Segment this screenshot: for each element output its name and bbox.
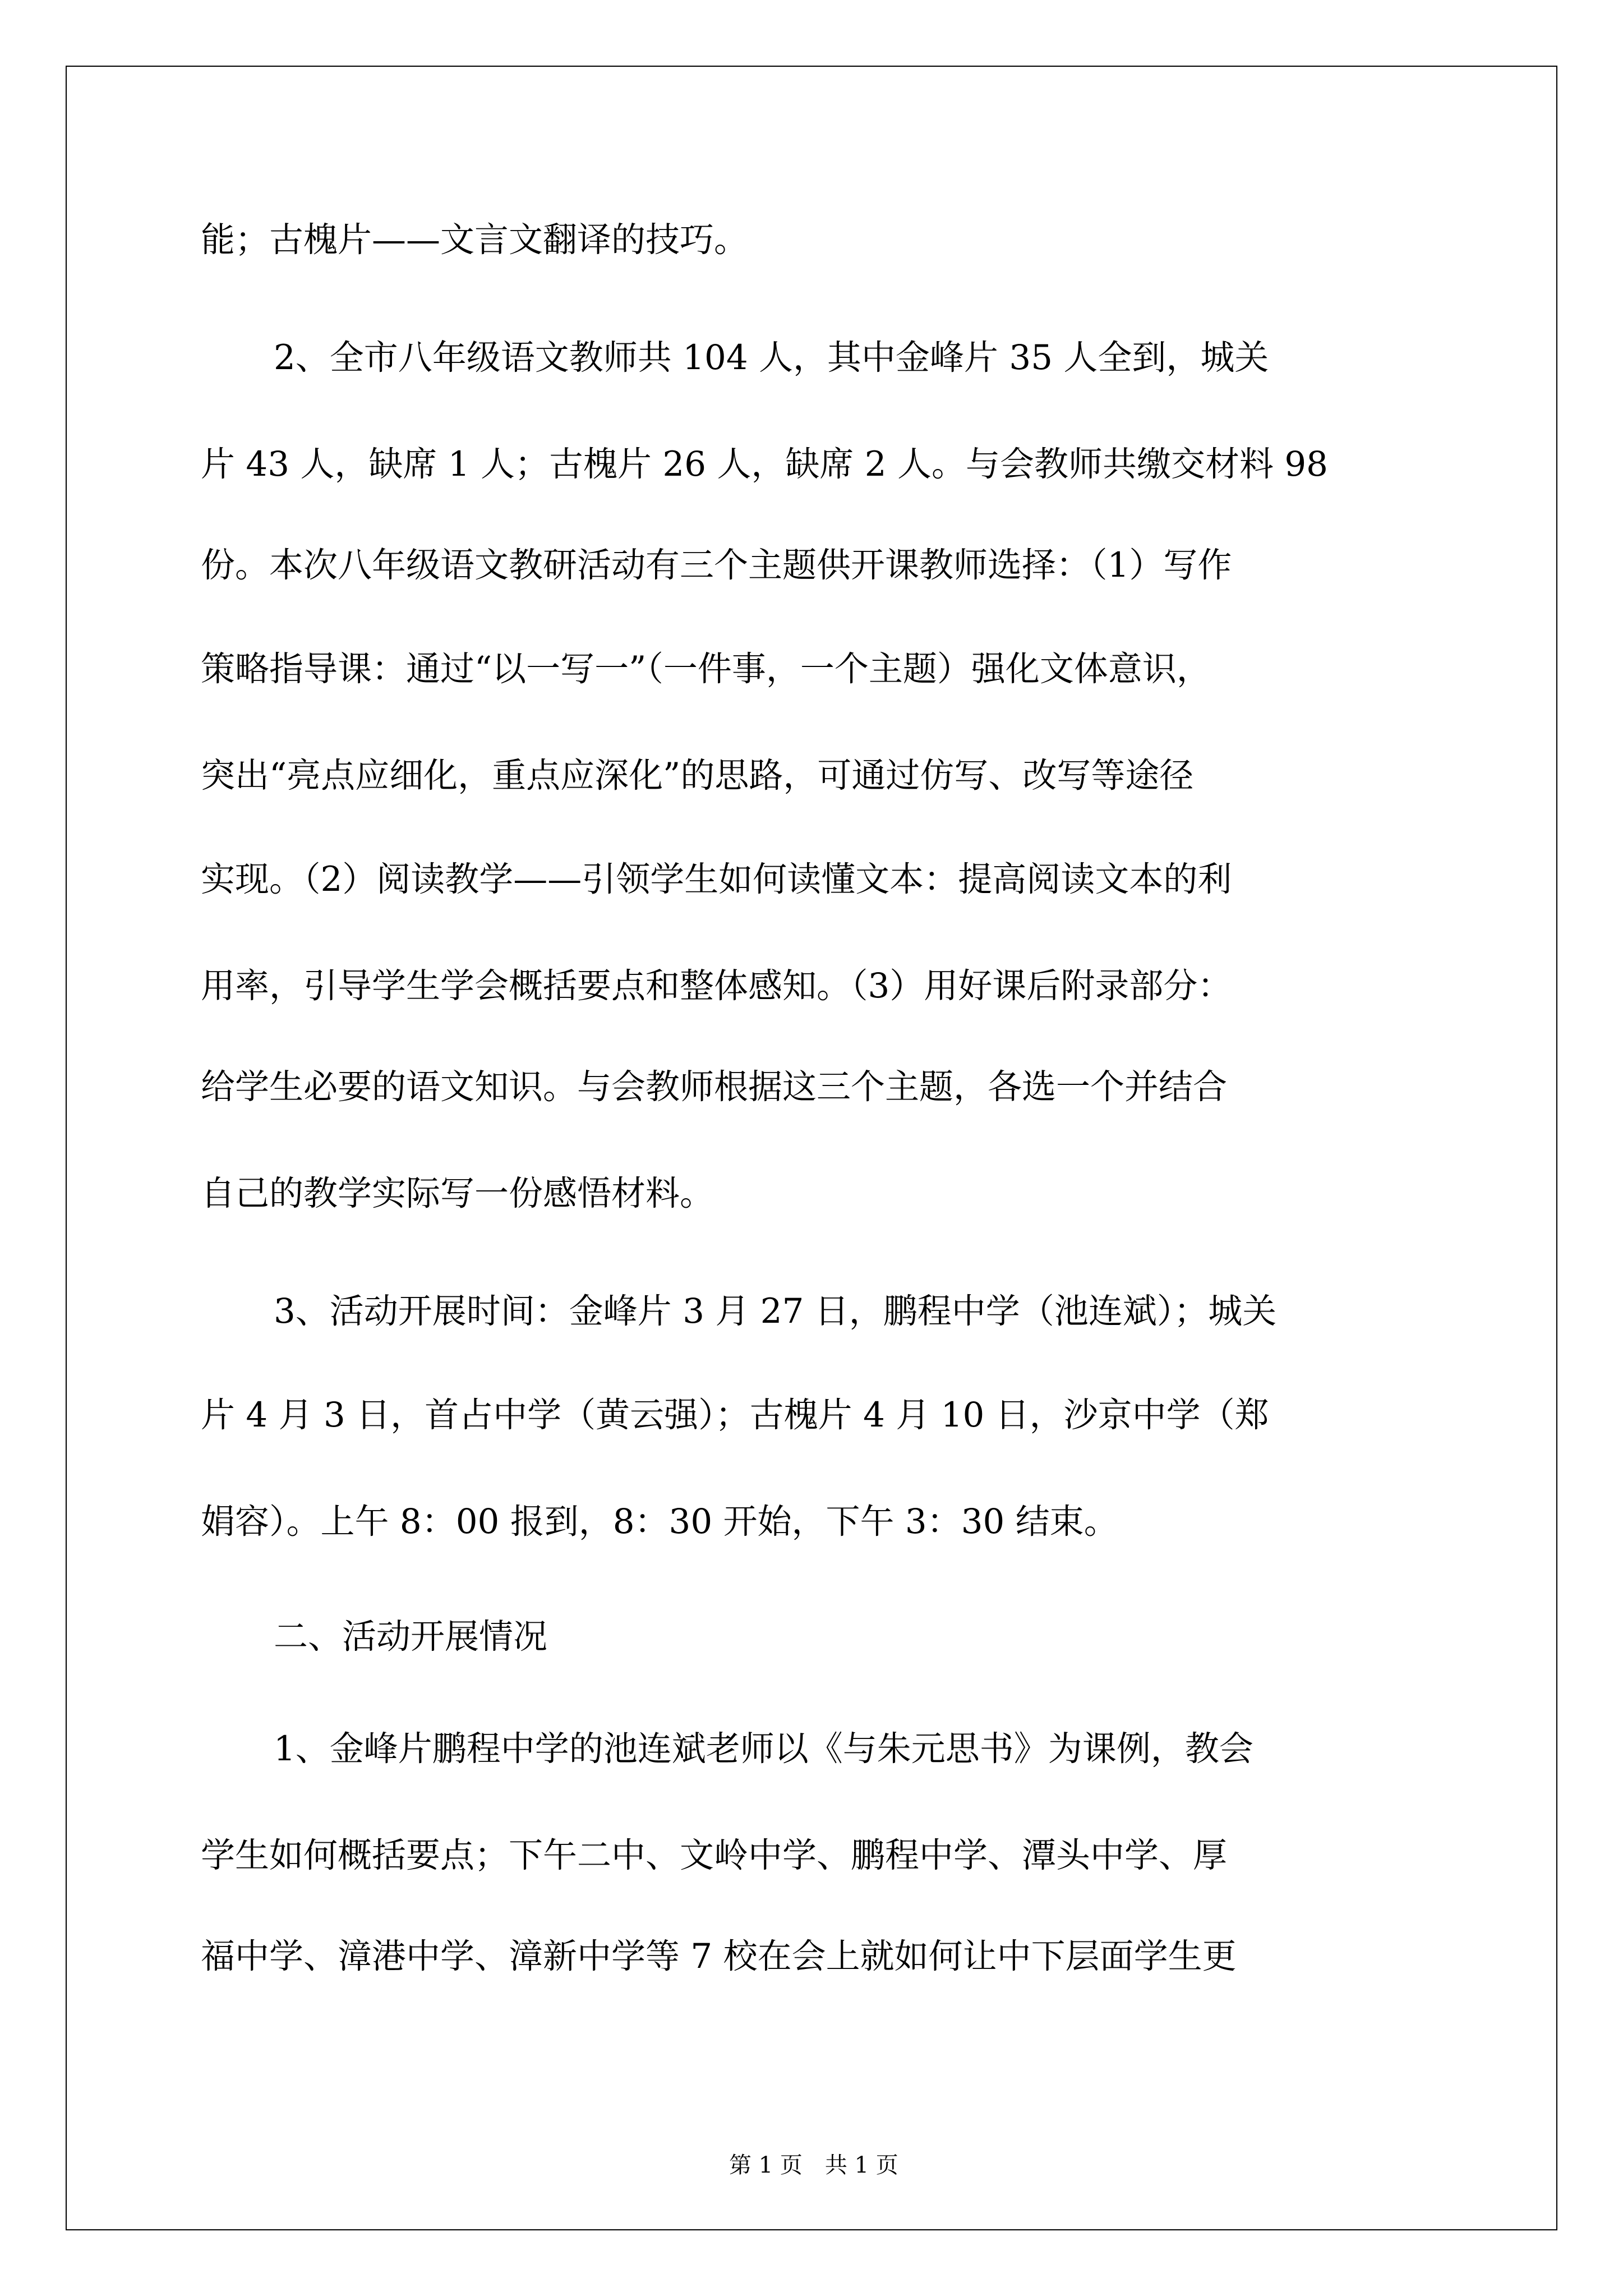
text-line: 自己的教学实际写一份感悟材料。: [201, 1174, 714, 1213]
text-line: 学生如何概括要点；下午二中、文岭中学、鹏程中学、潭头中学、厚: [201, 1835, 1228, 1875]
page-number: 第 1 页 共 1 页: [729, 2152, 898, 2178]
text-line: 3、活动开展时间：金峰片 3 月 27 日，鹏程中学（池连斌）；城关: [274, 1291, 1277, 1331]
text-line: 能；古槐片——文言文翻译的技巧。: [201, 220, 749, 260]
text-line: 突出“亮点应细化，重点应深化”的思路，可通过仿写、改写等途径: [201, 756, 1194, 795]
text-line: 福中学、漳港中学、漳新中学等 7 校在会上就如何让中下层面学生更: [201, 1936, 1237, 1976]
page-border: [66, 66, 1557, 2230]
text-line: 娟容）。上午 8：00 报到，8：30 开始，下午 3：30 结束。: [201, 1502, 1118, 1542]
text-line: 2、全市八年级语文教师共 104 人，其中金峰片 35 人全到，城关: [274, 338, 1269, 378]
section-heading: 二、活动开展情况: [274, 1617, 548, 1657]
text-line: 用率，引导学生学会概括要点和整体感知。（3）用好课后附录部分：: [201, 966, 1232, 1006]
text-line: 片 43 人，缺席 1 人；古槐片 26 人，缺席 2 人。与会教师共缴交材料 98: [201, 444, 1328, 484]
text-line: 策略指导课：通过“以一写一”（一件事，一个主题）强化文体意识，: [201, 649, 1211, 689]
text-line: 给学生必要的语文知识。与会教师根据这三个主题，各选一个并结合: [201, 1067, 1228, 1107]
text-line: 1、金峰片鹏程中学的池连斌老师以《与朱元思书》为课例，教会: [274, 1729, 1253, 1769]
text-line: 实现。（2）阅读教学——引领学生如何读懂文本：提高阅读文本的利: [201, 859, 1232, 899]
text-line: 片 4 月 3 日，首占中学（黄云强）；古槐片 4 月 10 日，沙京中学（郑: [201, 1395, 1269, 1435]
text-line: 份。本次八年级语文教研活动有三个主题供开课教师选择：（1）写作: [201, 545, 1232, 585]
